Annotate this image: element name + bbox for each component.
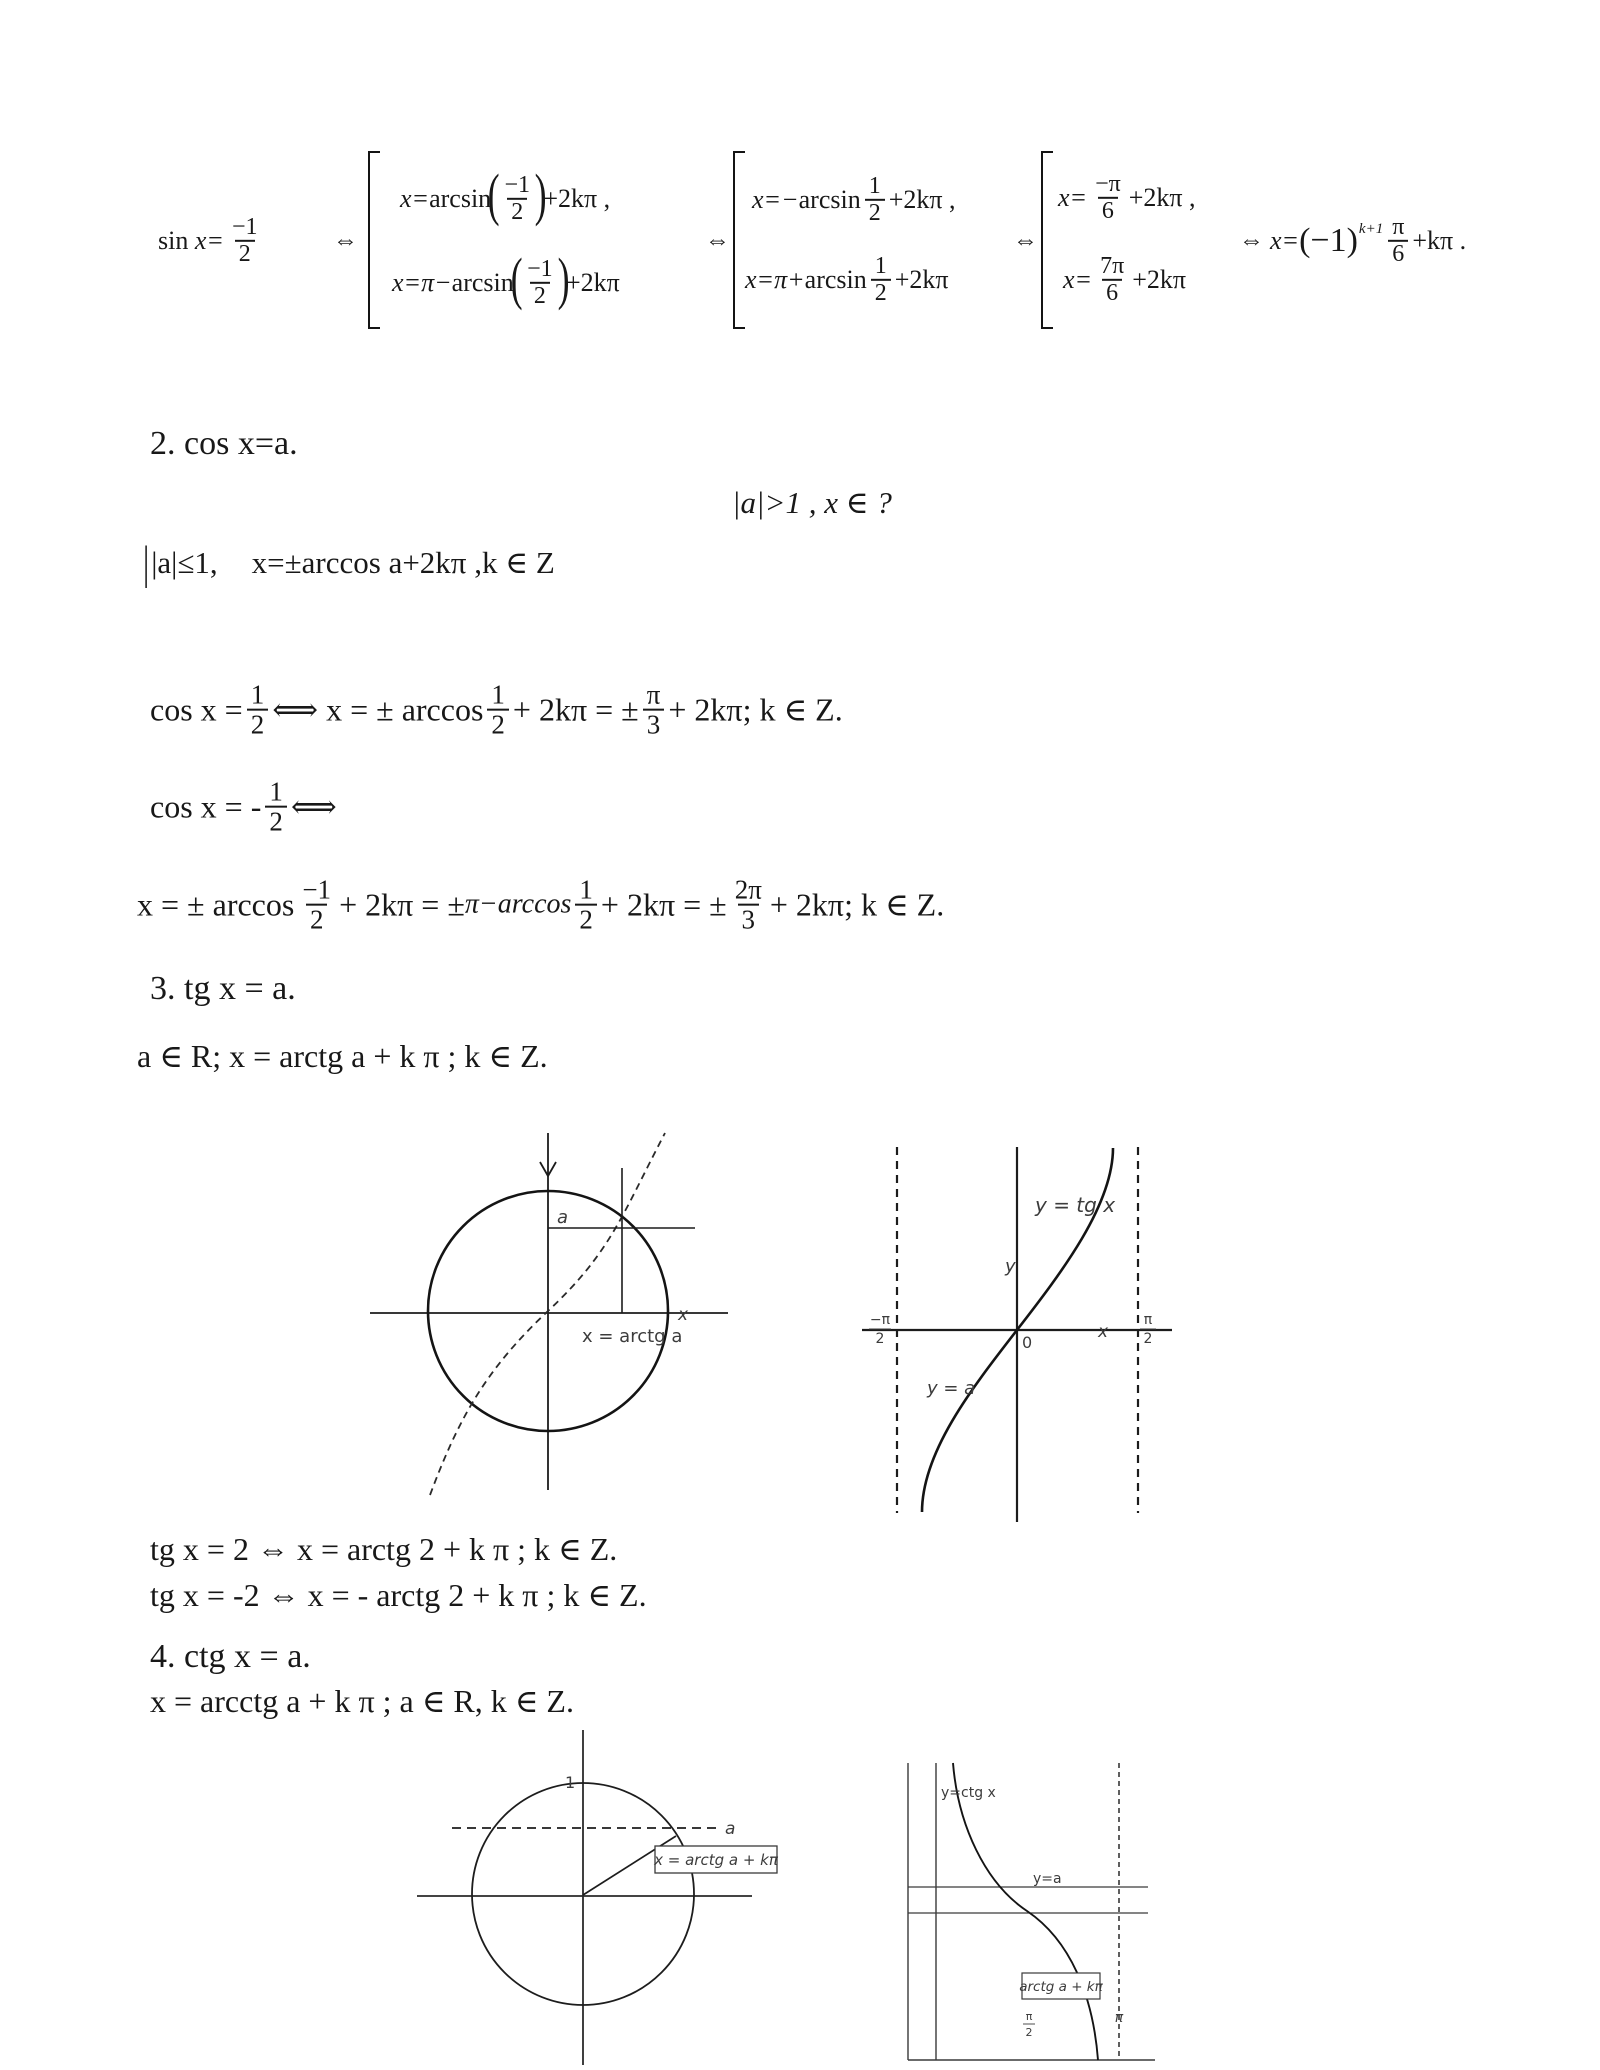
case-bracket-1 (368, 151, 380, 329)
minus-pi-over-2-denominator: 2 (875, 1331, 885, 1347)
paren-group: (−1) (1299, 222, 1358, 259)
sin-equation-lhs: sin x= $\frac{-1}{2}$ (158, 215, 265, 267)
tg-example-1: tg x = 2 ⇔ x = arctg 2 + k π ; k ∈ Z. (150, 1531, 618, 1567)
cos-question: |a|>1 , x ∈ ? (732, 485, 892, 520)
fraction: 1 2 (575, 876, 597, 935)
a-label: a (557, 1207, 569, 1228)
cos-condition-line: | |a|≤1, x=±arccos a+2kπ ,k ∈ Z (143, 536, 555, 589)
unit-circle-arcctg-plot (400, 1720, 780, 2070)
arctg-label: x = arctg a (582, 1326, 683, 1347)
fraction: 1 2 (871, 254, 891, 306)
fraction: $\frac{7\pi}{6}$ (1100, 252, 1125, 306)
fraction: $\frac{\pi}{3}$ (643, 681, 665, 740)
case-3-2: x= $\frac{7\pi}{6}$ +2kπ (1063, 252, 1187, 306)
case-3-1: x= $\frac{-\pi}{6}$ +2kπ , (1058, 170, 1196, 224)
fraction: 1 2 (487, 681, 509, 740)
fraction: $\frac{-1}{2}$ (231, 213, 258, 267)
section-4-heading: 4. ctg x = a. (150, 1638, 311, 1675)
a-label: a (725, 1819, 736, 1839)
pi-over-2-denominator: 2 (1025, 2026, 1033, 2039)
tg-general-solution: a ∈ R; x = arctg a + k π ; k ∈ Z. (137, 1038, 548, 1074)
fraction: 1 2 (265, 778, 287, 837)
cos-line-3: x = ± arccos −1 2 + 2kπ = ± π−arccos 1 2 + 2kπ = ± $\frac{2\pi}{3}$ + 2kπ; k ∈ Z. (137, 874, 945, 935)
iff-arrow-1: ⇔ (333, 227, 358, 254)
origin-label: 0 (1022, 1333, 1033, 1352)
tg-example-2: tg x = -2 ⇔ x = - arctg 2 + k π ; k ∈ Z. (150, 1577, 647, 1613)
section-2-heading: 2. cos x=a. (150, 425, 298, 462)
left-paren: ( (487, 162, 500, 227)
pi-over-2-numerator: π (1143, 1312, 1153, 1328)
pi-over-2-denominator: 2 (1143, 1331, 1153, 1347)
y-axis-label: y (1005, 1256, 1016, 1277)
cos-line-1: cos x = $\frac{1}{2}$ ⟺ x = ± arccos 1 2 + 2kπ = ± $\frac{\pi}{3}$ + 2kπ; k ∈ Z. (150, 679, 843, 740)
system-bar: | (143, 536, 150, 589)
case-bracket-3 (1041, 151, 1053, 329)
minus-pi-over-2-numerator: −π (869, 1312, 891, 1328)
section-3-heading: 3. tg x = a. (150, 970, 296, 1007)
right-paren: ) (534, 162, 547, 227)
function-label: y = tg x (1035, 1193, 1116, 1217)
iff-arrow-4: ⇔ (1239, 227, 1264, 254)
y-equals-a-label: y=a (1033, 1871, 1062, 1887)
arctg-box-label: arctg a + kπ (1019, 1979, 1103, 1995)
right-paren: ) (557, 246, 570, 311)
case-2-2: x=π+ arcsin 1 2 +2kπ (745, 252, 949, 306)
tangent-function-plot (850, 1130, 1180, 1525)
function-label: y=ctg x (941, 1785, 996, 1801)
case-1-2: x=π− arcsin ( −1 2 ) +2kπ (392, 246, 620, 311)
case-1-1: x= arcsin ( −1 2 ) +2kπ , (400, 162, 611, 227)
fraction: −1 2 (527, 255, 553, 309)
x-axis-label: x (678, 1305, 689, 1325)
iff-arrow-2: ⇔ (705, 227, 730, 254)
fraction: −1 2 (302, 874, 332, 935)
fraction: π 6 (1388, 215, 1408, 267)
fraction: $\frac{1}{2}$ (247, 681, 269, 740)
cos-line-2: cos x = - 1 2 ⟺ (150, 776, 337, 837)
fraction: −1 2 (504, 171, 531, 225)
one-label: 1 (565, 1773, 576, 1792)
y-equals-a-label: y = a (927, 1378, 976, 1399)
fraction: $\frac{2\pi}{3}$ (734, 874, 762, 935)
fraction: 1 2 (865, 174, 885, 226)
iff-arrow-3: ⇔ (1013, 227, 1038, 254)
fraction: $\frac{-\pi}{6}$ (1095, 170, 1121, 224)
cotangent-function-plot (890, 1755, 1240, 2070)
pi-over-2-numerator: π (1025, 2010, 1033, 2023)
pi-label: π (1114, 2010, 1124, 2026)
x-axis-label: x (1098, 1322, 1109, 1342)
unit-circle-arctg-plot (360, 1120, 740, 1505)
ctg-general-solution: x = arcctg a + k π ; a ∈ R, k ∈ Z. (150, 1683, 574, 1719)
left-paren: ( (510, 246, 523, 311)
case-bracket-2 (733, 151, 745, 329)
case-2-1: x=− arcsin 1 2 +2kπ , (752, 172, 956, 226)
arctg-box-label: x = arctg a + kπ (654, 1851, 778, 1869)
sin-solution: x= (−1) k+1 π 6 +kπ . (1270, 213, 1467, 267)
